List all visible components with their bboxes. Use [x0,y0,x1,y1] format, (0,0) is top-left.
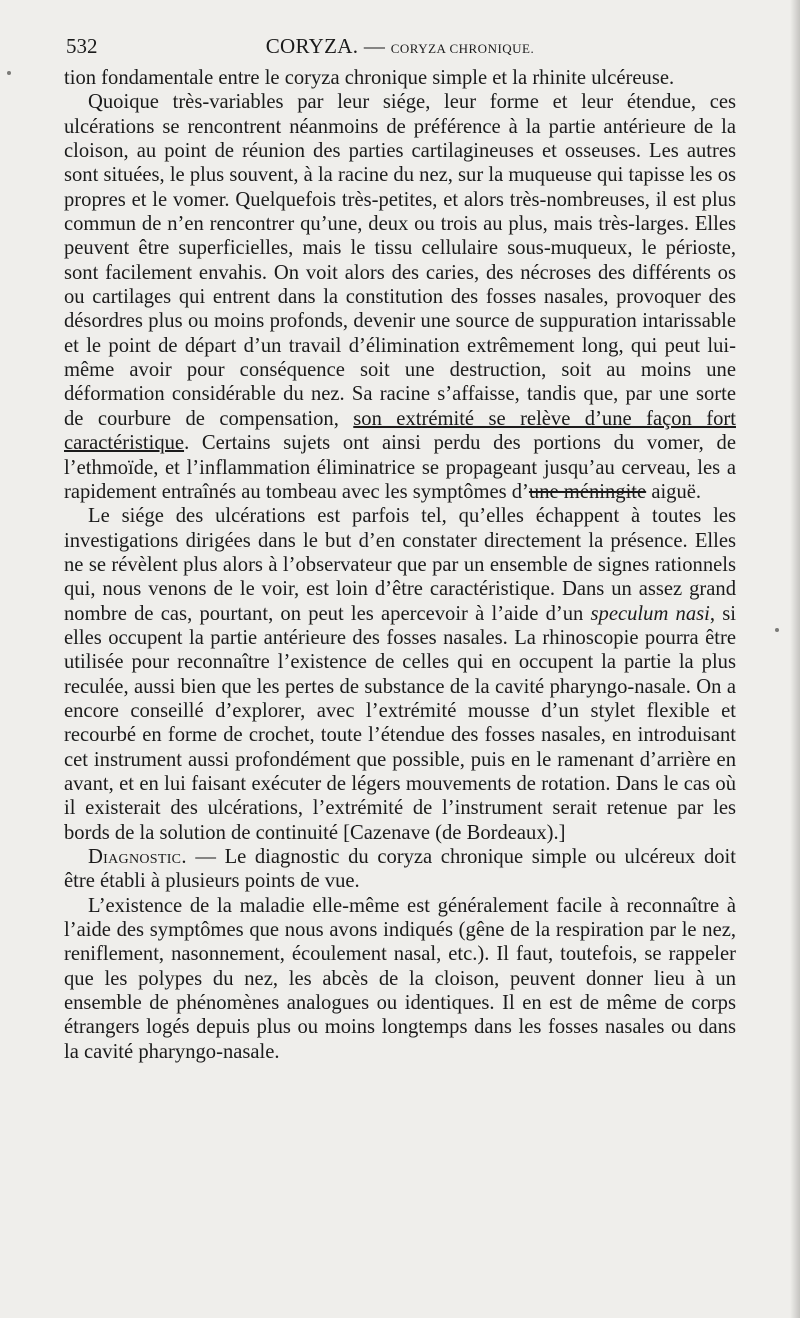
running-title-sep: — [363,34,386,58]
text-body [64,66,736,1064]
running-title-main: CORYZA. [265,34,359,58]
section-heading-diagnostic: Diagnostic. [88,846,187,868]
paragraph-existence: L’existence de la maladie elle-même est généralement facile à reconnaître à l’aide des symptômes que nous avons indiqués (gêne de la respiration par le nez, reniflement, nasonnement, écoulement nasal, etc.). Il faut, toutefois, se rappeler que les polypes du nez, les abcès de la cloison, peuvent donner lieu à un ensemble de phénomènes analogues ou identiques. Il en est de même de corps étrangers logés depuis plus ou moins longtemps dans les fosses nasales ou dans la cavité pharyngo-nasale. [64,894,736,1063]
paragraph-siege [64,504,736,845]
ulcerations-text-a: Quoique très-variables par leur siége, leur forme et leur étendue, ces ulcérations se rencontrent néanmoins de préférence à la partie antérieure de la cloison, au point de réunion des parties cartilagineuses et osseuses. Les autres sont situées, le plus souvent, à la racine du nez, sur la muqueuse qui tapisse les os propres et le vomer. Quelquefois très-petites, et alors très-nombreuses, il est plus commun de n’en rencontrer qu’une, deux ou trois au plus, mais très-larges. Elles peuvent être superficielles, mais le tissu cellulaire sous-muqueux, le périoste, sont facilement envahis. On voit alors des caries, des nécroses des différents os ou cartilages qui entrent dans la constitution des fosses nasales, provoquer des désordres plus ou moins profonds, devenir une source de suppuration intarissable et le point de départ d’un travail d’élimination extrêmement long, qui peut lui-même avoir pour conséquence soit une destruction, soit au moins une déformation considérable du nez. Sa racine s’affaisse, tandis que, par une sorte de courbure de compensation, [64,91,737,430]
paragraph-diagnostic [64,845,736,894]
page-edge-shadow [790,0,800,1318]
speculum-term: speculum nasi [590,602,710,625]
ulcerations-text-b: . Certains sujets ont ainsi perdu des portions du vomer, de l’ethmoïde, et l’inflammation éliminatrice se propageant jusqu’au cerveau, les a rapidement entraînés au tombeau avec les symptômes d’ [64,432,736,503]
ulcerations-text-c: aiguë. [646,480,702,503]
siege-text-b: , si elles occupent la partie antérieure des fosses nasales. La rhinoscopie pourra être utilisée pour reconnaître l’existence de celles qui en occupent la partie la plus reculée, aussi bien que les pertes de substance de la cavité pharyngo-nasale. On a encore conseillé d’explorer, avec l’extrémité mousse d’un stylet flexible et recourbé en forme de crochet, toute l’étendue des fosses nasales, en introduisant cet instrument aussi profondément que possible, puis en le ramenant d’arrière en avant, et en lui faisant exécuter de légers mouvements de rotation. Dans le cas où il existerait des ulcérations, l’extrémité de l’instrument serait retenue par les bords de la solution de continuité [Cazenave (de Bordeaux).] [64,602,736,844]
running-title [66,34,734,59]
page-speck [775,628,779,632]
page-speck [7,71,11,75]
siege-text-a: Le siége des ulcérations est parfois tel, qu’elles échappent à toutes les investigations dirigées dans le but d’en constater directement la présence. Elles ne se révèlent plus alors à l’observateur que par un ensemble de signes rationnels qui, nous venons de le voir, est loin d’être caractéristique. Dans un assez grand nombre de cas, pourtant, on peut les apercevoir à l’aide d’un [64,505,736,625]
page-number: 532 [66,34,98,58]
running-title-sub: CORYZA CHRONIQUE. [390,41,535,56]
page-header [66,30,734,62]
diagnostic-text: — Le diagnostic du coryza chronique simple ou ulcéreux doit être établi à plusieurs points de vue. [64,846,736,893]
struck-passage: une méningite [528,480,647,503]
paragraph-ulcerations [64,90,736,504]
paragraph-continuation: tion fondamentale entre le coryza chronique simple et la rhinite ulcéreuse. [64,67,675,89]
underlined-passage: son extrémité se relève d’une façon fort caractéristique [64,407,736,455]
